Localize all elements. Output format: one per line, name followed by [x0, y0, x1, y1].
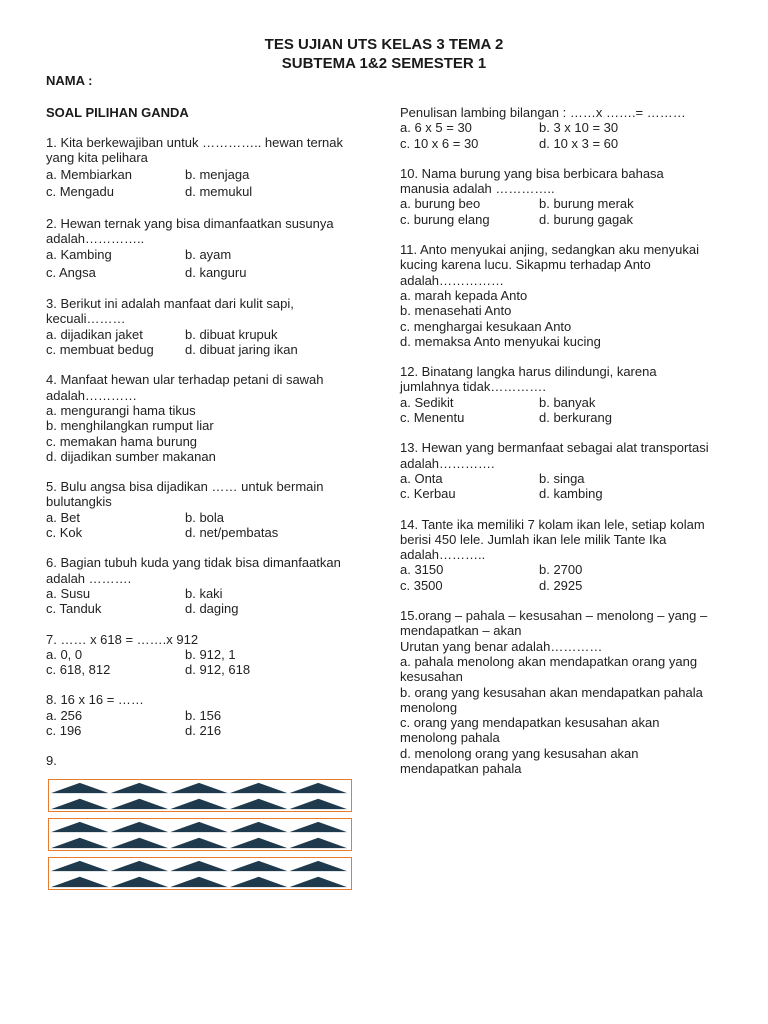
exam-subtitle: SUBTEMA 1&2 SEMESTER 1: [281, 55, 487, 72]
triangle-shape: [111, 838, 169, 848]
question-text: 14. Tante ika memiliki 7 kolam ikan lele, setiap kolam berisi 450 lele. Jumlah ikan lele milik Tante Ika adalah………..: [400, 516, 705, 563]
option: b. menasehati Anto: [400, 303, 512, 319]
question-3: [46, 296, 356, 357]
option: a. mengurangi hama tikus: [46, 402, 196, 418]
option: d. 216: [185, 723, 222, 739]
question-text: 6. Bagian tubuh kuda yang tidak bisa dimanfaatkan adalah ……….: [46, 555, 341, 586]
option: a. Onta: [400, 470, 443, 486]
option: d. dibuat jaring ikan: [185, 342, 298, 358]
triangle-shape: [170, 861, 228, 871]
option: d. kanguru: [185, 264, 247, 280]
triangle-shape: [289, 799, 347, 809]
option: a. Sedikit: [400, 394, 454, 410]
triangle-shape: [230, 783, 288, 793]
name-label: NAMA :: [46, 73, 93, 88]
question-text: 3. Berikut ini adalah manfaat dari kulit sapi, kecuali………: [46, 296, 294, 327]
option: c. burung elang: [400, 211, 490, 227]
option: c. 196: [46, 723, 82, 739]
question-text: 11. Anto menyukai anjing, sedangkan aku menyukai kucing karena lucu. Sikapmu terhadap Anto adalah……………: [400, 242, 699, 288]
question-5: [46, 479, 356, 540]
option: b. singa: [539, 470, 585, 486]
option: b. ayam: [185, 247, 232, 263]
question-text: Penulisan lambing bilangan : ……x …….= ………: [400, 105, 686, 120]
question-4: [46, 372, 356, 464]
question-10: [400, 166, 710, 227]
option: c. orang yang mendapatkan kesusahan akan menolong pahala: [400, 715, 660, 746]
option: d. memukul: [185, 184, 253, 200]
option: d. 2925: [539, 577, 583, 593]
triangle-row-box-3: [48, 857, 352, 890]
option: b. dibuat krupuk: [185, 326, 278, 342]
exam-title: TES UJIAN UTS KELAS 3 TEMA 2: [264, 36, 504, 53]
option: b. 912, 1: [185, 646, 236, 662]
triangle-row-box-1: [48, 779, 352, 812]
triangle-shape: [51, 877, 109, 887]
triangle-row-box-2: [48, 818, 352, 851]
triangle-shape: [111, 822, 169, 832]
question-text: 5. Bulu angsa bisa dijadikan …… untuk bermain bulutangkis: [46, 479, 324, 510]
question-text: 10. Nama burung yang bisa berbicara bahasa manusia adalah …………..: [400, 165, 664, 197]
option: a. marah kepada Anto: [400, 287, 528, 303]
question-2: [46, 216, 356, 282]
option: c. Tanduk: [46, 601, 102, 617]
option: b. 156: [185, 707, 222, 723]
triangle-shape: [170, 783, 228, 793]
option: c. 10 x 6 = 30: [400, 135, 479, 151]
triangle-shape: [230, 822, 288, 832]
option: c. Angsa: [46, 264, 96, 280]
option: b. 3 x 10 = 30: [539, 120, 619, 136]
question-text: 1. Kita berkewajiban untuk ………….. hewan ternak yang kita pelihara: [46, 135, 343, 166]
triangle-shape: [289, 783, 347, 793]
option: d. 912, 618: [185, 662, 251, 678]
option: a. 6 x 5 = 30: [400, 120, 472, 136]
question-text: 2. Hewan ternak yang bisa dimanfaatkan susunya adalah…………..: [46, 215, 334, 246]
option: a. Kambing: [46, 247, 112, 263]
option: b. menjaga: [185, 166, 250, 182]
question-text: 4. Manfaat hewan ular terhadap petani di sawah adalah…………: [46, 372, 324, 403]
question-9-continued: [400, 105, 710, 151]
triangle-shape: [230, 861, 288, 871]
triangle-shape: [289, 838, 347, 848]
option: a. pahala menolong akan mendapatkan orang yang kesusahan: [400, 653, 698, 685]
question-11: [400, 242, 710, 349]
option: d. memaksa Anto menyukai kucing: [400, 333, 601, 349]
option: b. menghilangkan rumput liar: [46, 418, 214, 434]
option: c. Kok: [46, 525, 83, 541]
triangle-shape: [289, 861, 347, 871]
option: b. 2700: [539, 562, 583, 578]
question-text: 12. Binatang langka harus dilindungi, karena jumlahnya tidak………….: [400, 364, 657, 395]
left-column: [46, 135, 356, 769]
option: d. 10 x 3 = 60: [539, 135, 619, 151]
option: c. Kerbau: [400, 486, 456, 502]
option: d. kambing: [539, 486, 603, 502]
question-text: 8. 16 x 16 = ……: [46, 692, 144, 708]
option: a. 256: [46, 707, 83, 723]
triangle-shape: [51, 783, 109, 793]
option: d. daging: [185, 601, 239, 617]
option: d. dijadikan sumber makanan: [46, 448, 216, 464]
option: a. burung beo: [400, 196, 481, 212]
triangle-rows-icon: [49, 858, 351, 889]
question-text: 15.orang – pahala – kesusahan – menolong – yang – mendapatkan – akan: [400, 608, 708, 639]
option: c. membuat bedug: [46, 342, 154, 358]
question-13: [400, 440, 710, 501]
option: d. burung gagak: [539, 211, 633, 227]
option: a. dijadikan jaket: [46, 326, 143, 342]
triangle-shape: [289, 822, 347, 832]
option: c. Mengadu: [46, 184, 114, 200]
question-7: [46, 632, 356, 678]
option: b. kaki: [185, 585, 223, 601]
question-15: [400, 608, 710, 776]
question-14: [400, 517, 710, 593]
option: b. burung merak: [539, 196, 634, 212]
triangle-shape: [289, 877, 347, 887]
option: a. Bet: [46, 509, 80, 525]
option: b. banyak: [539, 394, 596, 410]
question-12: [400, 364, 710, 425]
triangle-shape: [230, 799, 288, 809]
option: a. Membiarkan: [46, 166, 132, 182]
option: a. Susu: [46, 585, 91, 601]
question-1: [46, 135, 356, 201]
triangle-shape: [51, 838, 109, 848]
option: d. berkurang: [539, 410, 612, 426]
triangle-shape: [51, 861, 109, 871]
triangle-shape: [230, 838, 288, 848]
question-text: 13. Hewan yang bermanfaat sebagai alat transportasi adalah………….: [400, 440, 709, 471]
option: c. Menentu: [400, 410, 465, 426]
triangle-rows-icon: [49, 819, 351, 850]
option: d. menolong orang yang kesusahan akan mendapatkan pahala: [400, 745, 639, 776]
triangle-shape: [230, 877, 288, 887]
triangle-rows-icon: [49, 780, 351, 811]
triangle-shape: [170, 838, 228, 848]
question-6: [46, 555, 356, 616]
triangle-shape: [170, 799, 228, 809]
triangle-shape: [111, 799, 169, 809]
question-8: [46, 692, 356, 738]
option: c. memakan hama burung: [46, 433, 198, 449]
option: c. 3500: [400, 577, 443, 593]
question-9-number: 9.: [46, 753, 57, 769]
option: a. 3150: [400, 562, 444, 578]
option: d. net/pembatas: [185, 525, 279, 541]
triangle-shape: [170, 822, 228, 832]
triangle-shape: [51, 799, 109, 809]
triangle-shape: [111, 861, 169, 871]
option: b. bola: [185, 509, 225, 525]
option: c. menghargai kesukaan Anto: [400, 318, 572, 334]
question-subtext: Urutan yang benar adalah…………: [400, 638, 603, 654]
triangle-shape: [111, 783, 169, 793]
triangle-shape: [111, 877, 169, 887]
question-text: 7. …… x 618 = …….x 912: [46, 631, 199, 647]
triangle-shape: [170, 877, 228, 887]
option: c. 618, 812: [46, 662, 111, 678]
option: b. orang yang kesusahan akan mendapatkan pahala menolong: [400, 684, 703, 715]
section-label: SOAL PILIHAN GANDA: [46, 105, 189, 120]
option: a. 0, 0: [46, 646, 83, 662]
right-column: [400, 105, 710, 776]
triangle-shape: [51, 822, 109, 832]
